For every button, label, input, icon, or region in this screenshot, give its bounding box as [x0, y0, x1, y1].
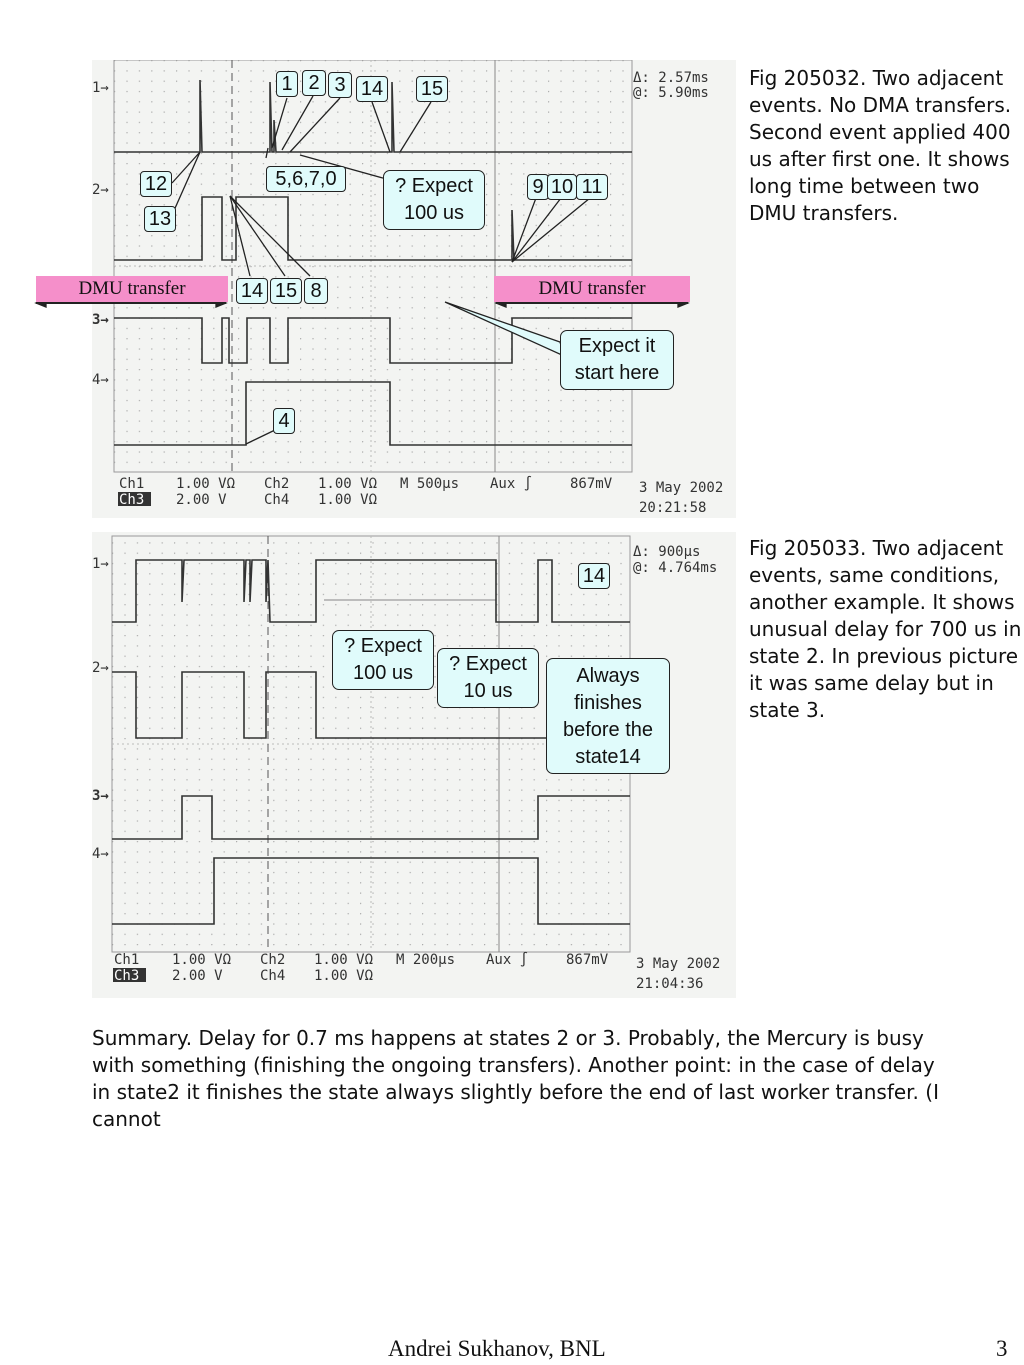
callout-expect-100us: ? Expect 100 us	[383, 170, 485, 230]
capture-date-2: 3 May 2002	[636, 956, 721, 972]
callout-expect-start: Expect it start here	[560, 330, 674, 390]
summary-text: Summary. Delay for 0.7 ms happens at states 2 or 3. Probably, the Mercury is busy with something (finishing the ongoing transfers). Another point: in the case of delay in state2 it finishes the state always slightly before the end of last worker transfer. (I cannot	[92, 1026, 939, 1131]
ch1-marker-2: 1→	[92, 556, 109, 572]
state-label-5670: 5,6,7,0	[266, 166, 346, 192]
cursor-position: @: 5.90ms	[633, 85, 709, 101]
ch2-marker: 2→	[92, 182, 109, 198]
state-label-1: 1	[276, 71, 298, 97]
ch4-marker: 4→	[92, 372, 109, 388]
figure-caption-2: Fig 205033. Two adjacent events, same conditions, another example. It shows unusual delay for 700 us in state 2. In previous picture it was same delay but in state 3.	[749, 536, 1022, 722]
ch3-label: Ch3	[119, 492, 145, 508]
state-label-12: 12	[140, 171, 172, 197]
ch2-label: Ch2	[264, 476, 290, 492]
cursor-position-2: @: 4.764ms	[633, 560, 718, 576]
ch1-label-2: Ch1	[114, 952, 140, 968]
ch4-scale-2: 1.00 VΩ	[314, 968, 374, 984]
ch1-scale-2: 1.00 VΩ	[172, 952, 232, 968]
dmu-transfer-label-left: DMU transfer	[36, 276, 228, 302]
ch2-label-2: Ch2	[260, 952, 286, 968]
ch1-scale: 1.00 VΩ	[176, 476, 236, 492]
state-label-8: 8	[304, 278, 328, 304]
state-label-11: 11	[576, 174, 608, 200]
state-label-13: 13	[144, 206, 176, 232]
state-label-9: 9	[527, 174, 549, 200]
ch3-marker-2: 3→	[92, 788, 109, 804]
aux-trigger-2: Aux ∫	[486, 952, 529, 968]
state-label-3: 3	[328, 72, 352, 98]
figure-caption-1: Fig 205032. Two adjacent events. No DMA transfers. Second event applied 400 us after first one. It shows long time between two DMU transfers.	[749, 66, 1012, 225]
ch4-label-2: Ch4	[260, 968, 286, 984]
cursor-delta: Δ: 2.57ms	[633, 70, 709, 86]
ch3-scale: 2.00 V	[176, 492, 227, 508]
page-number: 3	[996, 1336, 1008, 1361]
timebase-2: M 200μs	[396, 952, 456, 968]
ch4-marker-2: 4→	[92, 846, 109, 862]
ch2-scale-2: 1.00 VΩ	[314, 952, 374, 968]
state-label-14-fig2: 14	[578, 563, 610, 589]
state-label-14: 14	[356, 76, 388, 102]
state-label-14b: 14	[236, 278, 268, 304]
ch4-scale: 1.00 VΩ	[318, 492, 378, 508]
footer-author: Andrei Sukhanov, BNL	[388, 1336, 606, 1361]
timebase: M 500μs	[400, 476, 460, 492]
ch1-marker: 1→	[92, 80, 109, 96]
callout-expect-10us: ? Expect 10 us	[437, 648, 539, 708]
trigger-level-2: 867mV	[566, 952, 609, 968]
dmu-transfer-label-right: DMU transfer	[494, 276, 690, 302]
callout-expect-100us-2: ? Expect 100 us	[332, 630, 434, 690]
ch3-scale-2: 2.00 V	[172, 968, 223, 984]
state-label-10: 10	[547, 174, 577, 200]
ch2-scale: 1.00 VΩ	[318, 476, 378, 492]
capture-time: 20:21:58	[639, 500, 707, 516]
state-label-15b: 15	[270, 278, 302, 304]
ch3-label-2: Ch3	[114, 968, 140, 984]
state-label-2: 2	[302, 70, 326, 96]
capture-time-2: 21:04:36	[636, 976, 704, 992]
trigger-level: 867mV	[570, 476, 613, 492]
ch1-label: Ch1	[119, 476, 145, 492]
ch3-marker: 3→	[92, 312, 109, 328]
state-label-15: 15	[416, 76, 448, 102]
ch4-label: Ch4	[264, 492, 290, 508]
cursor-delta-2: Δ: 900μs	[633, 544, 701, 560]
callout-always-finishes: Always finishes before the state14	[546, 658, 670, 774]
aux-trigger: Aux ∫	[490, 476, 533, 492]
ch2-marker-2: 2→	[92, 660, 109, 676]
capture-date: 3 May 2002	[639, 480, 724, 496]
state-label-4: 4	[273, 408, 295, 434]
